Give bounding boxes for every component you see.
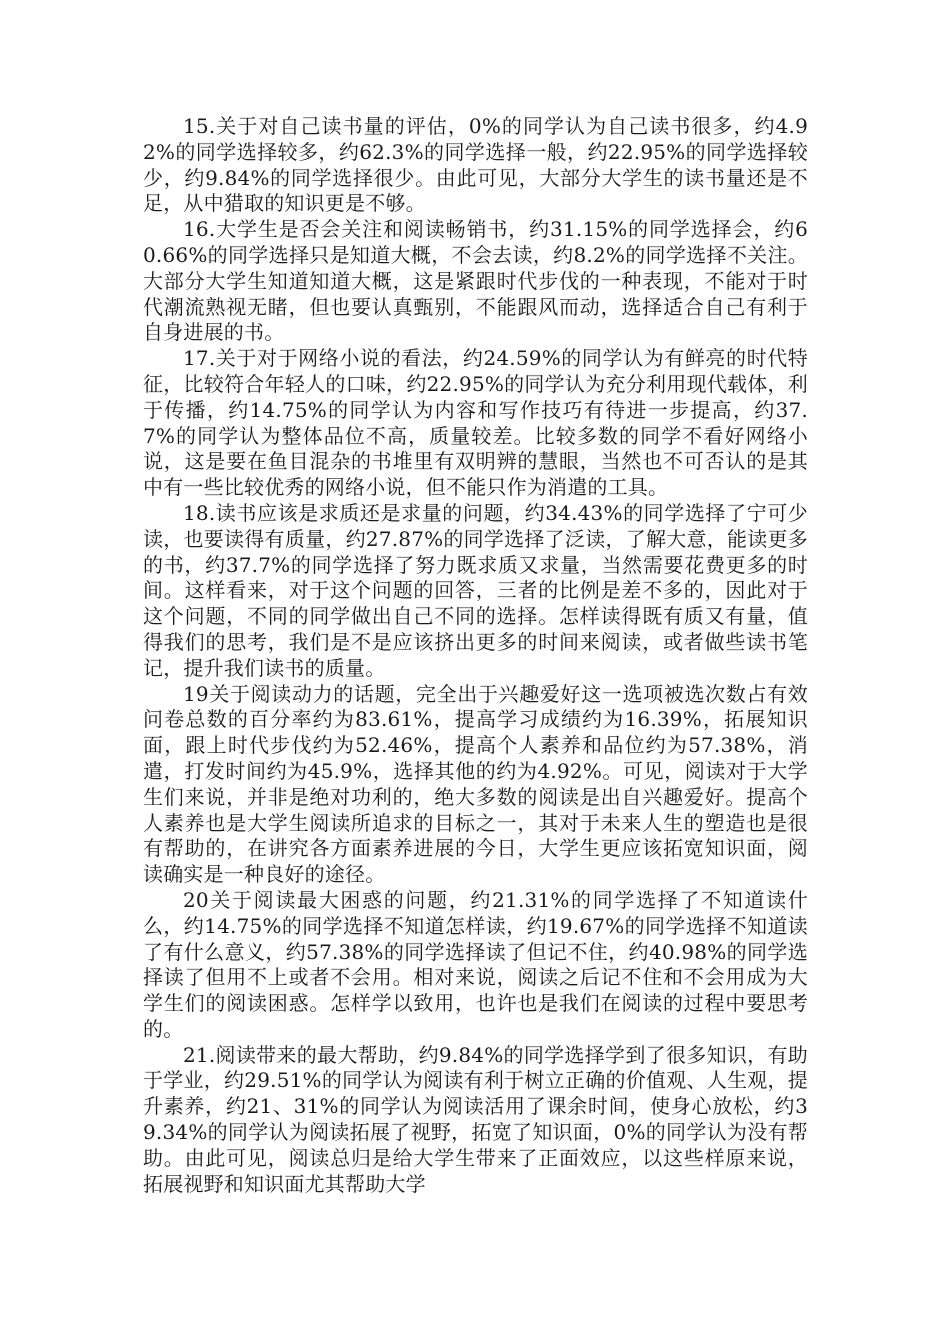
paragraph-21: 21.阅读带来的最大帮助，约9.84%的同学选择学到了很多知识，有助于学业，约29.51%的同学认为阅读有利于树立正确的价值观、人生观，提升素养，约21、31%的同学认为阅读活用了课余时间，使身心放松，约39.34%的同学认为阅读拓展了视野，拓宽了知识面，0%的同学认为没有帮助。由此可见，阅读总归是给大学生带来了正面效应，以这些样原来说，拓展视野和知识面尤其帮助大学 (143, 1042, 808, 1196)
document-body (143, 114, 808, 1197)
paragraph-18: 18.读书应该是求质还是求量的问题，约34.43%的同学选择了宁可少读，也要读得有质量，约27.87%的同学选择了泛读，了解大意，能读更多的书，约37.7%的同学选择了努力既求质又求量，当然需要花费更多的时间。这样看来，对于这个问题的回答，三者的比例是差不多的，因此对于这个问题，不同的同学做出自己不同的选择。怎样读得既有质又有量，值得我们的思考，我们是不是应该挤出更多的时间来阅读，或者做些读书笔记，提升我们读书的质量。 (143, 500, 808, 680)
paragraph-20: 20关于阅读最大困惑的问题，约21.31%的同学选择了不知道读什么，约14.75%的同学选择不知道怎样读，约19.67%的同学选择不知道读了有什么意义，约57.38%的同学选择读了但记不住，约40.98%的同学选择读了但用不上或者不会用。相对来说，阅读之后记不住和不会用成为大学生们的阅读困惑。怎样学以致用，也许也是我们在阅读的过程中要思考的。 (143, 887, 808, 1041)
paragraph-17: 17.关于对于网络小说的看法，约24.59%的同学认为有鲜亮的时代特征，比较符合年轻人的口味，约22.95%的同学认为充分利用现代载体，利于传播，约14.75%的同学认为内容和写作技巧有待进一步提高，约37.7%的同学认为整体品位不高，质量较差。比较多数的同学不看好网络小说，这是要在鱼目混杂的书堆里有双明辨的慧眼，当然也不可否认的是其中有一些比较优秀的网络小说，但不能只作为消遣的工具。 (143, 346, 808, 500)
paragraph-15: 15.关于对自己读书量的评估，0%的同学认为自己读书很多，约4.92%的同学选择较多，约62.3%的同学选择一般，约22.95%的同学选择较少，约9.84%的同学选择很少。由此可见，大部分大学生的读书量还是不足，从中猎取的知识更是不够。 (143, 114, 808, 216)
paragraph-19: 19关于阅读动力的话题，完全出于兴趣爱好这一选项被选次数占有效问卷总数的百分率约为83.61%，提高学习成绩约为16.39%，拓展知识面，跟上时代步伐约为52.46%，提高个人素养和品位约为57.38%，消遣，打发时间约为45.9%，选择其他的约为4.92%。可见，阅读对于大学生们来说，并非是绝对功利的，绝大多数的阅读是出自兴趣爱好。提高个人素养也是大学生阅读所追求的目标之一，其对于未来人生的塑造也是很有帮助的，在讲究各方面素养进展的今日，大学生更应该拓宽知识面，阅读确实是一种良好的途径。 (143, 681, 808, 887)
paragraph-16: 16.大学生是否会关注和阅读畅销书，约31.15%的同学选择会，约60.66%的同学选择只是知道大概，不会去读，约8.2%的同学选择不关注。大部分大学生知道知道大概，这是紧跟时代步伐的一种表现，不能对于时代潮流熟视无睹，但也要认真甄别，不能跟风而动，选择适合自己有利于自身进展的书。 (143, 217, 808, 345)
